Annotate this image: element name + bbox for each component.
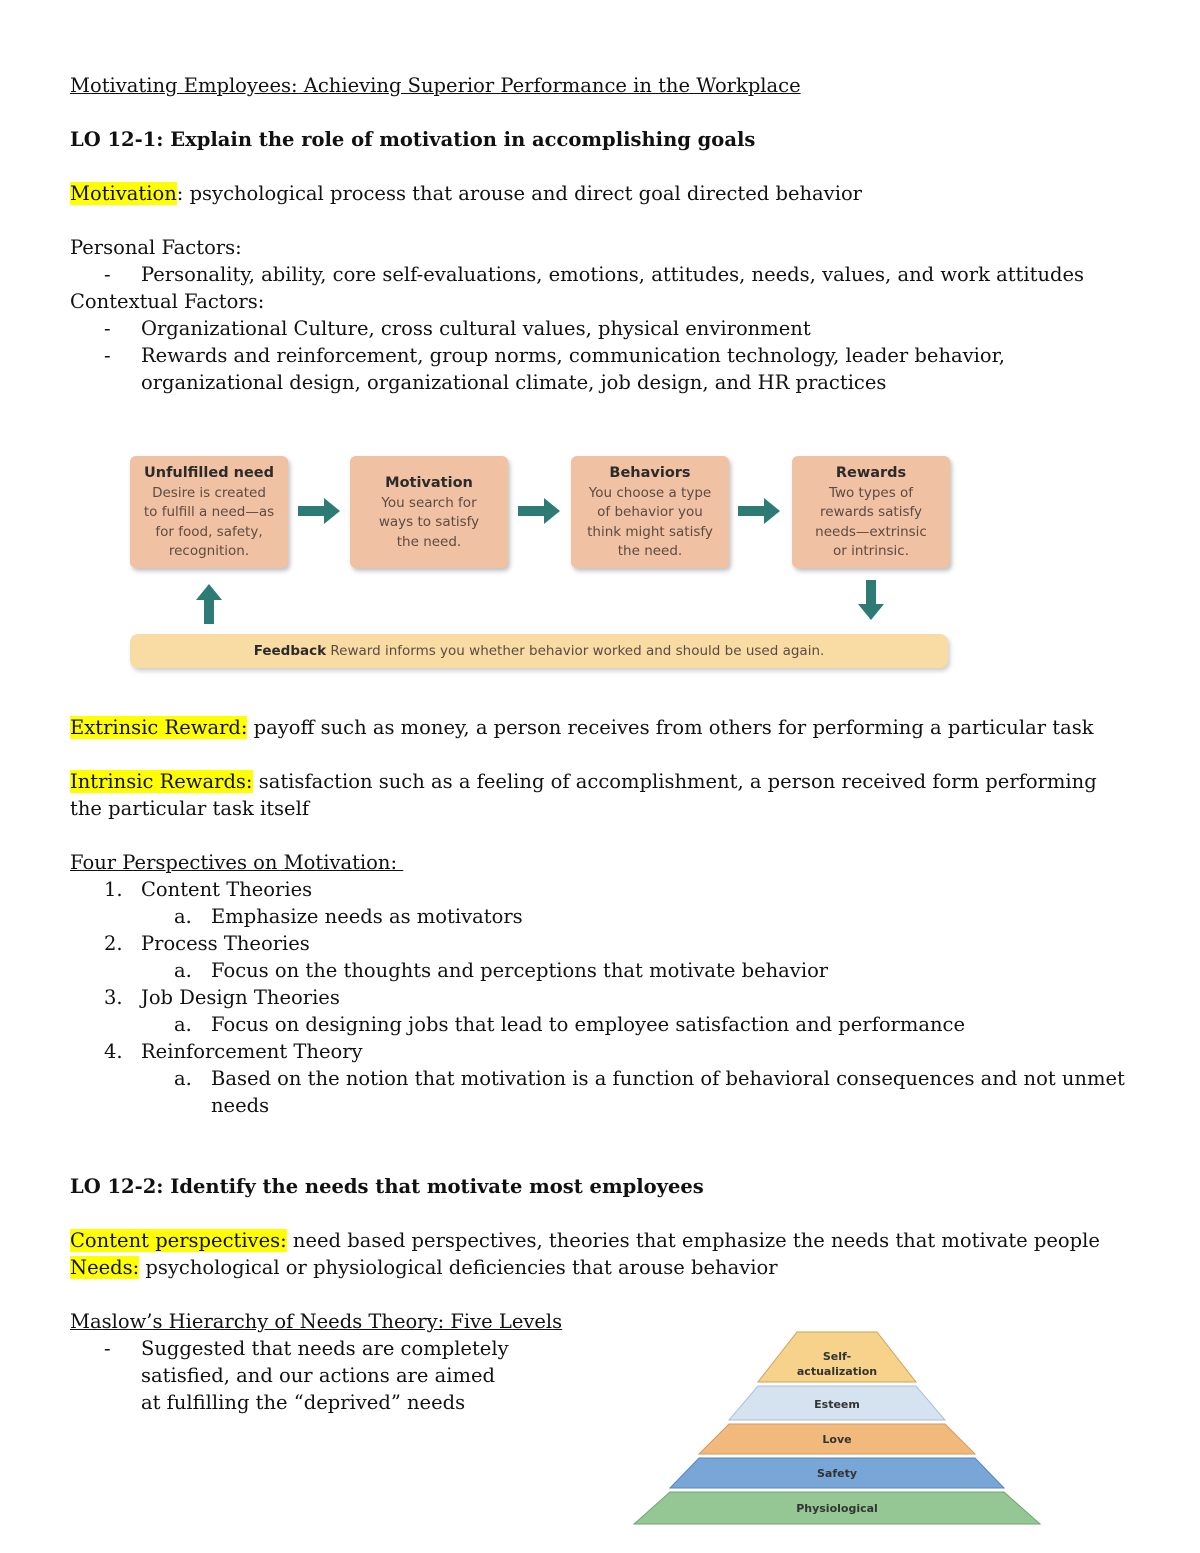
right-arrow-icon xyxy=(518,496,562,526)
down-arrow-icon xyxy=(856,580,886,622)
perspective-item: 3. Job Design Theories xyxy=(104,986,340,1009)
perspective-item: 4. Reinforcement Theory xyxy=(104,1040,363,1063)
flow-box-unfulfilled-need: Unfulfilled need Desire is created to fulfill a need—as for food, safety, recognition. xyxy=(130,456,288,568)
motivation-process-diagram xyxy=(128,450,968,680)
document-body xyxy=(70,72,1130,1416)
perspective-subitem: a. Based on the notion that motivation is a function of behavioral consequences and not unmet needs xyxy=(174,1067,1125,1117)
right-arrow-icon xyxy=(298,496,342,526)
right-arrow-icon xyxy=(738,496,782,526)
content-perspectives-definition: Content perspectives: need based perspectives, theories that emphasize the needs that motivate people xyxy=(70,1229,1100,1252)
maslow-heading: Maslow’s Hierarchy of Needs Theory: Five Levels xyxy=(70,1310,563,1333)
personal-factor-item: - Personality, ability, core self-evaluations, emotions, attitudes, needs, values, and work attitudes xyxy=(104,263,1085,286)
lo-12-1-heading: LO 12-1: Explain the role of motivation in accomplishing goals xyxy=(70,128,756,151)
pyramid-label-safety: Safety xyxy=(816,1467,858,1480)
intrinsic-reward-definition: Intrinsic Rewards: satisfaction such as a feeling of accomplishment, a person received form performing the particular task itself xyxy=(70,770,1103,820)
motivation-def-text: : psychological process that arouse and direct goal directed behavior xyxy=(176,182,863,205)
pyramid-label-actualization: actualization xyxy=(796,1365,878,1378)
contextual-factor-item: - Rewards and reinforcement, group norms, communication technology, leader behavior, organizational design, organizational climate, job design, and HR practices xyxy=(104,344,1006,394)
perspectives-heading: Four Perspectives on Motivation: xyxy=(70,851,404,874)
pyramid-label-esteem: Esteem xyxy=(814,1398,860,1411)
up-arrow-icon xyxy=(194,582,224,624)
extrinsic-reward-definition: Extrinsic Reward: payoff such as money, a person receives from others for performing a particular task xyxy=(70,716,1094,739)
bullet-dash: - xyxy=(104,1337,111,1360)
intrinsic-reward-term: Intrinsic Rewards: xyxy=(70,770,253,793)
pyramid-label-physiological: Physiological xyxy=(796,1502,878,1515)
personal-factors-label: Personal Factors: xyxy=(70,236,242,259)
motivation-definition xyxy=(70,180,1130,207)
perspective-subitem: a. Focus on the thoughts and perceptions that motivate behavior xyxy=(174,959,829,982)
maslow-pyramid xyxy=(630,1330,1044,1530)
perspective-item: 1. Content Theories xyxy=(104,878,313,901)
needs-term: Needs: xyxy=(70,1256,140,1279)
flow-box-rewards: Rewards Two types of rewards satisfy needs—extrinsic or intrinsic. xyxy=(792,456,950,568)
extrinsic-reward-term: Extrinsic Reward: xyxy=(70,716,248,739)
bullet-dash: - xyxy=(104,344,111,367)
pyramid-label-self: Self- xyxy=(822,1350,852,1363)
content-perspectives-term: Content perspectives: xyxy=(70,1229,287,1252)
contextual-factors-label: Contextual Factors: xyxy=(70,290,265,313)
contextual-factor-item: - Organizational Culture, cross cultural values, physical environment xyxy=(104,317,811,340)
maslow-item: - Suggested that needs are completely satisfied, and our actions are aimed at fulfilling the “deprived” needs xyxy=(104,1337,509,1414)
flow-box-motivation: Motivation You search for ways to satisfy the need. xyxy=(350,456,508,568)
perspective-item: 2. Process Theories xyxy=(104,932,310,955)
perspective-subitem: a. Focus on designing jobs that lead to employee satisfaction and performance xyxy=(174,1013,966,1036)
flow-box-behaviors: Behaviors You choose a type of behavior you think might satisfy the need. xyxy=(571,456,729,568)
feedback-bar: Feedback Reward informs you whether behavior worked and should be used again. xyxy=(130,634,948,668)
bullet-dash: - xyxy=(104,263,111,286)
lo-12-2-heading: LO 12-2: Identify the needs that motivate most employees xyxy=(70,1175,704,1198)
perspective-subitem: a. Emphasize needs as motivators xyxy=(174,905,523,928)
pyramid-label-love: Love xyxy=(822,1433,852,1446)
needs-definition: Needs: psychological or physiological deficiencies that arouse behavior xyxy=(70,1256,778,1279)
document-title: Motivating Employees: Achieving Superior Performance in the Workplace xyxy=(70,74,801,97)
bullet-dash: - xyxy=(104,317,111,340)
motivation-term: Motivation xyxy=(70,182,177,205)
